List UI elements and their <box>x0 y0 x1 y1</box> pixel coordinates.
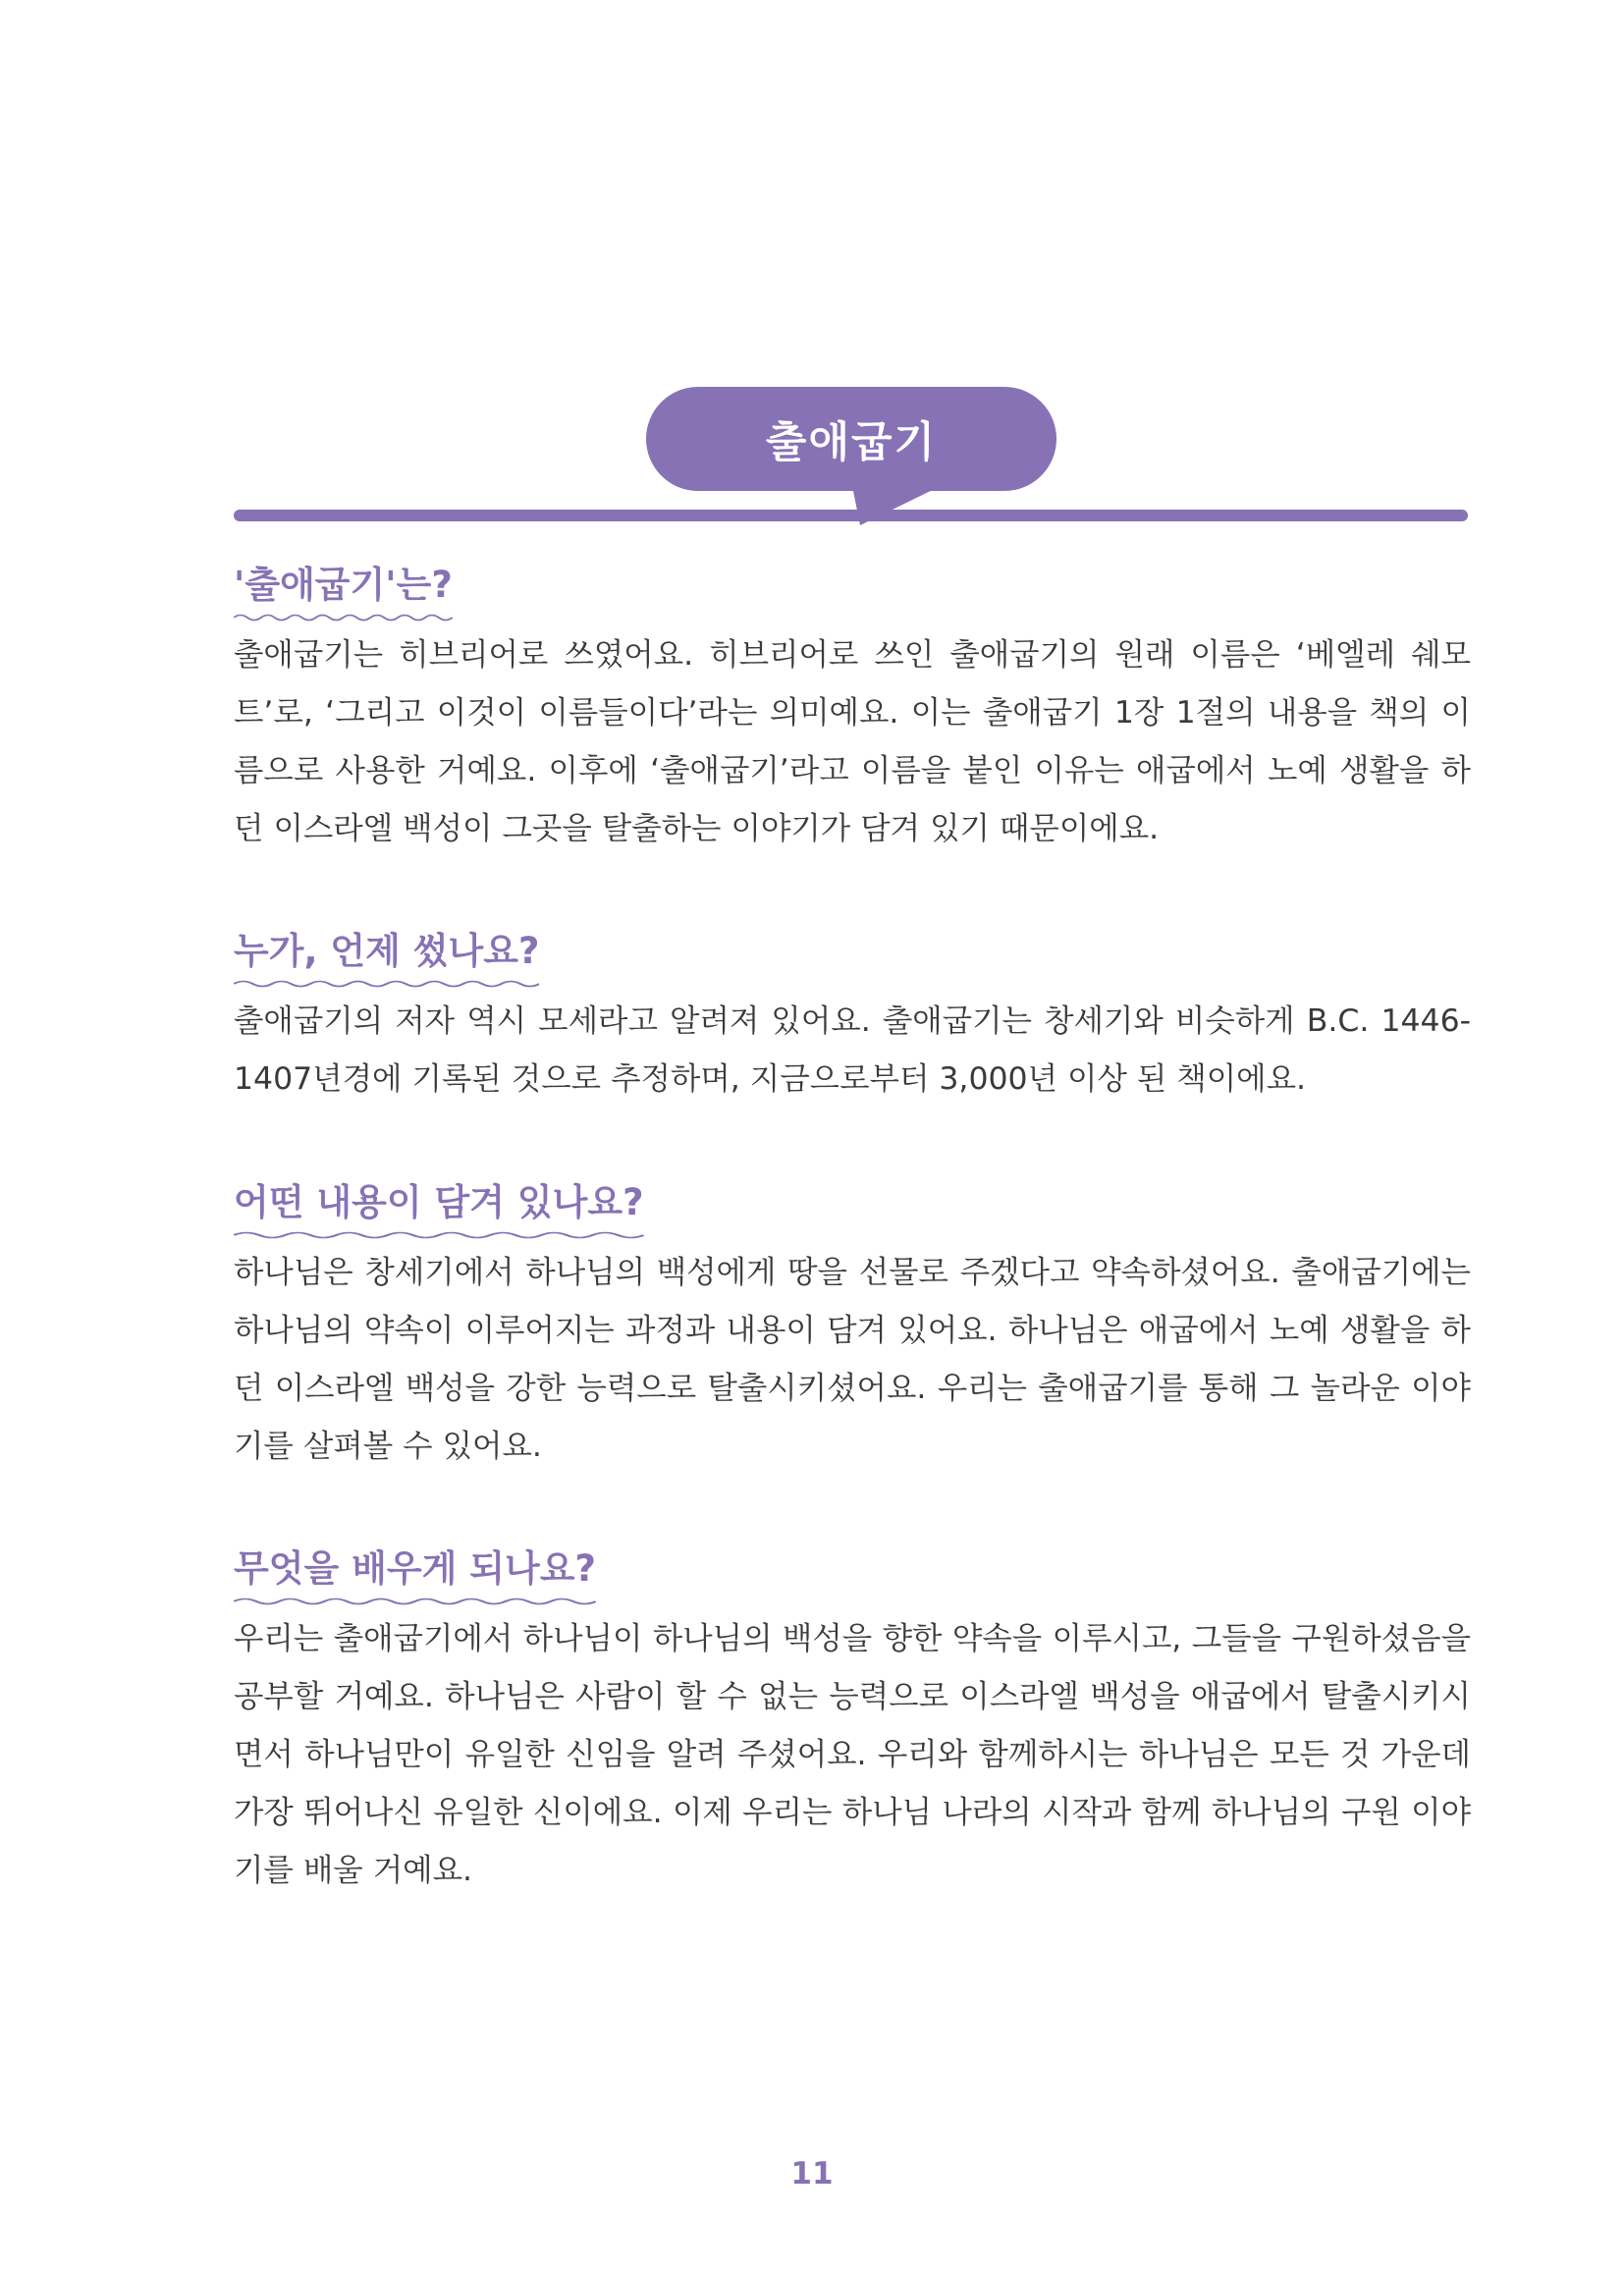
section-body: 출애굽기의 저자 역시 모세라고 알려져 있어요. 출애굽기는 창세기와 비슷하게 B.C. 1446-1407년경에 기록된 것으로 추정하며, 지금으로부터 3,000년 이상 된 책이에요. <box>234 1003 1471 1097</box>
wavy-underline <box>234 1230 644 1240</box>
wavy-underline <box>234 979 539 989</box>
wavy-underline <box>234 1597 596 1606</box>
section-heading: 무엇을 배우게 되나요? <box>234 1543 596 1606</box>
section-contents <box>234 1177 1471 1476</box>
wavy-underline <box>234 613 453 622</box>
section-heading: 누가, 언제 썼나요? <box>234 926 539 989</box>
chapter-title-badge <box>646 387 1056 491</box>
chapter-title: 출애굽기 <box>765 417 938 467</box>
section-book-name <box>234 560 1471 858</box>
section-lessons <box>234 1543 1471 1900</box>
section-author-date <box>234 926 1471 1109</box>
title-underline-rule <box>234 510 1468 521</box>
page-number: 11 <box>790 2156 834 2192</box>
section-body: 하나님은 창세기에서 하나님의 백성에게 땅을 선물로 주겠다고 약속하셨어요. 출애굽기에는 하나님의 약속이 이루어지는 과정과 내용이 담겨 있어요. 하나님은 애굽에서 노예 생활을 하던 이스라엘 백성을 강한 능력으로 탈출시키셨어요. 우리는 출애굽기를 통해 그 놀라운 이야기를 살펴볼 수 있어요. <box>234 1255 1471 1464</box>
section-heading: 어떤 내용이 담겨 있나요? <box>234 1177 644 1240</box>
section-body: 우리는 출애굽기에서 하나님이 하나님의 백성을 향한 약속을 이루시고, 그들을 구원하셨음을 공부할 거예요. 하나님은 사람이 할 수 없는 능력으로 이스라엘 백성을 애굽에서 탈출시키시면서 하나님만이 유일한 신임을 알려 주셨어요. 우리와 함께하시는 하나님은 모든 것 가운데 가장 뛰어나신 유일한 신이에요. 이제 우리는 하나님 나라의 시작과 함께 하나님의 구원 이야기를 배울 거예요. <box>234 1621 1471 1888</box>
section-body: 출애굽기는 히브리어로 쓰였어요. 히브리어로 쓰인 출애굽기의 원래 이름은 ‘베엘레 쉐모트’로, ‘그리고 이것이 이름들이다’라는 의미예요. 이는 출애굽기 1장 1절의 내용을 책의 이름으로 사용한 거예요. 이후에 ‘출애굽기’라고 이름을 붙인 이유는 애굽에서 노예 생활을 하던 이스라엘 백성이 그곳을 탈출하는 이야기가 담겨 있기 때문이에요. <box>234 637 1471 846</box>
section-heading: '출애굽기'는? <box>234 560 453 622</box>
